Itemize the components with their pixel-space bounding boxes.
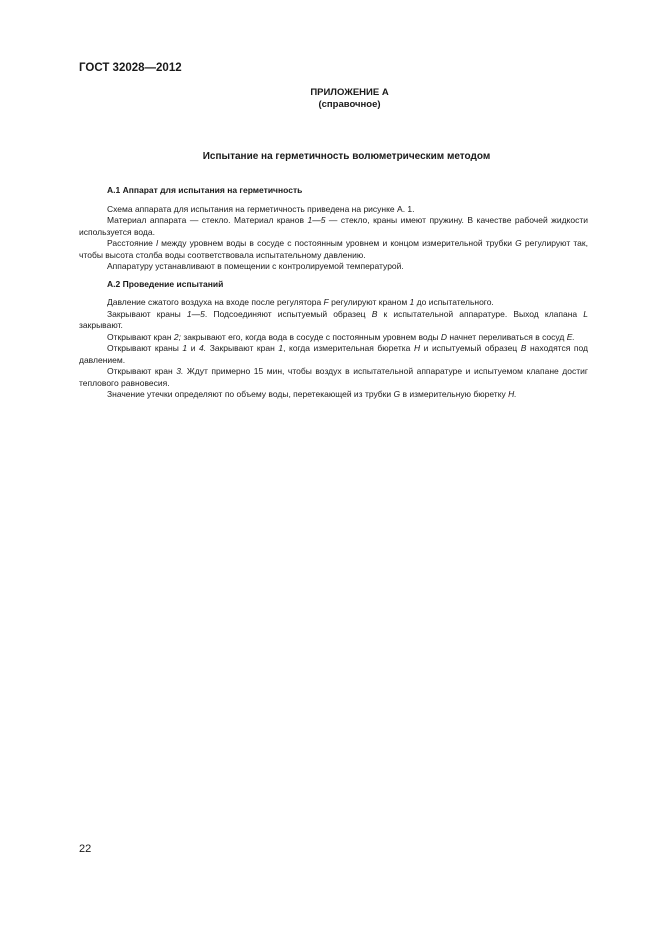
paragraph: Закрывают краны 1—5. Подсоединяют испытуемый образец В к испытательной аппаратуре. Выход клапана L закрывают. [79, 308, 588, 330]
document-body [79, 185, 588, 401]
section-heading-a2: А.2 Проведение испытаний [107, 278, 224, 289]
page-number: 22 [79, 843, 92, 855]
paragraph: Аппаратуру устанавливают в помещении с контролируемой температурой. [107, 261, 404, 271]
paragraph: Схема аппарата для испытания на герметичность приведена на рисунке А. 1. [107, 203, 415, 214]
paragraph: Открывают краны 1 и 4. Закрывают кран 1, когда измерительная бюретка Н и испытуемый образец В находятся под давлением. [79, 343, 588, 365]
paragraph: Материал аппарата — стекло. Материал кранов 1—5 — стекло, краны имеют пружину. В качестве рабочей жидкости используется вода. [79, 215, 588, 237]
appendix-subtitle: (справочное) [318, 99, 381, 110]
appendix-title: ПРИЛОЖЕНИЕ А [310, 87, 389, 98]
paragraph: Давление сжатого воздуха на входе после регулятора F регулируют краном 1 до испытательного. [107, 297, 494, 307]
paragraph: Значение утечки определяют по объему воды, перетекающей из трубки G в измерительную бюретку Н. [107, 389, 517, 399]
paragraph: Открывают кран 3. Ждут примерно 15 мин, чтобы воздух в испытательной аппаратуре и испытуемом клапане достиг теплового равновесия. [79, 366, 588, 388]
document-title: Испытание на герметичность волюметрическим методом [202, 151, 491, 162]
paragraph: Открывают кран 2; закрывают его, когда вода в сосуде с постоянным уровнем воды D начнет переливаться в сосуд Е. [107, 331, 575, 342]
section-heading-a1: А.1 Аппарат для испытания на герметичность [107, 185, 303, 195]
appendix-header [0, 87, 661, 110]
paragraph: Расстояние l между уровнем воды в сосуде с постоянным уровнем и концом измерительной трубки G регулируют так, чтобы высота столба воды соответствовала испытательному давлению. [79, 238, 588, 260]
standard-number: ГОСТ 32028—2012 [79, 62, 182, 74]
